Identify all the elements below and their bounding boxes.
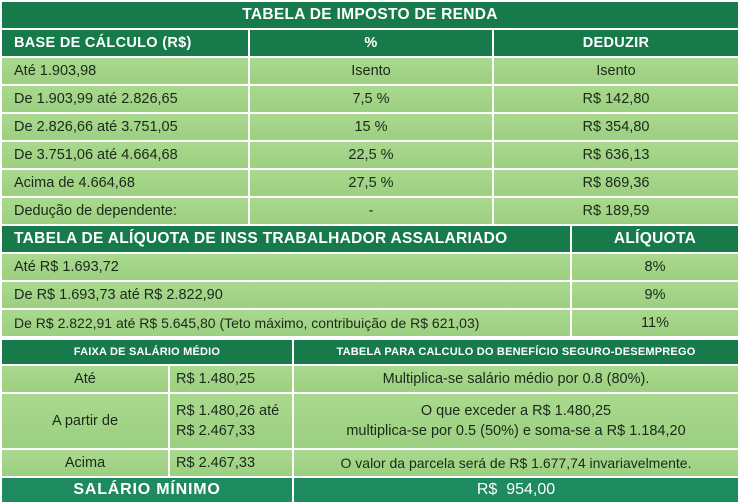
base-cell: Até 1.903,98	[2, 58, 248, 84]
deduct-cell: R$ 869,36	[494, 170, 738, 196]
benefit-calc-header: TABELA PARA CALCULO DO BENEFÍCIO SEGURO-DESEMPREGO	[294, 340, 738, 364]
percent-cell: 27,5 %	[250, 170, 492, 196]
table-row	[2, 310, 738, 336]
range-label-cell: Até	[2, 366, 168, 392]
table-row	[2, 254, 738, 280]
percent-cell: Isento	[250, 58, 492, 84]
base-cell: Dedução de dependente:	[2, 198, 248, 224]
salary-range-header: FAIXA DE SALÁRIO MÉDIO	[2, 340, 292, 364]
deduct-cell: Isento	[494, 58, 738, 84]
benefit-rule-cell: O valor da parcela será de R$ 1.677,74 invariavelmente.	[294, 450, 738, 476]
minimum-wage-label: SALÁRIO MÍNIMO	[2, 478, 292, 502]
inss-range-cell: Até R$ 1.693,72	[2, 254, 570, 280]
inss-rate-cell: 11%	[572, 310, 738, 336]
base-cell: De 2.826,66 até 3.751,05	[2, 114, 248, 140]
inss-rate-header: ALÍQUOTA	[572, 226, 738, 252]
inss-rate-cell: 8%	[572, 254, 738, 280]
percent-cell: 15 %	[250, 114, 492, 140]
range-label-cell: A partir de	[2, 394, 168, 448]
minimum-wage-value: R$ 954,00	[294, 478, 738, 502]
table-row	[2, 282, 738, 308]
income-tax-header-row	[2, 30, 738, 56]
benefit-rule-cell	[294, 394, 738, 448]
unemployment-insurance-table	[2, 340, 738, 476]
percent-cell: 7,5 %	[250, 86, 492, 112]
base-cell: De 3.751,06 até 4.664,68	[2, 142, 248, 168]
inss-rate-cell: 9%	[572, 282, 738, 308]
percent-cell: -	[250, 198, 492, 224]
minimum-wage-row	[2, 478, 738, 502]
table-row	[2, 58, 738, 84]
benefit-rule-cell: Multiplica-se salário médio por 0.8 (80%).	[294, 366, 738, 392]
header-percent: %	[250, 30, 492, 56]
range-value-line-2: R$ 2.467,33	[176, 423, 256, 439]
benefit-rule-line-1: O que exceder a R$ 1.480,25	[420, 403, 612, 419]
inss-table	[2, 226, 738, 336]
deduct-cell: R$ 636,13	[494, 142, 738, 168]
range-value-line-1: R$ 1.480,26 até	[176, 403, 280, 419]
income-tax-title: TABELA DE IMPOSTO DE RENDA	[2, 2, 738, 28]
range-value-cell: R$ 1.480,25	[170, 366, 292, 392]
table-row	[2, 366, 738, 392]
inss-range-cell: De R$ 1.693,73 até R$ 2.822,90	[2, 282, 570, 308]
table-row	[2, 170, 738, 196]
percent-cell: 22,5 %	[250, 142, 492, 168]
table-row	[2, 450, 738, 476]
base-cell: Acima de 4.664,68	[2, 170, 248, 196]
base-cell: De 1.903,99 até 2.826,65	[2, 86, 248, 112]
header-base-calculo: BASE DE CÁLCULO (R$)	[2, 30, 248, 56]
inss-title: TABELA DE ALÍQUOTA DE INSS TRABALHADOR ASSALARIADO	[2, 226, 570, 252]
header-deduzir: DEDUZIR	[494, 30, 738, 56]
table-row	[2, 394, 738, 448]
inss-range-cell: De R$ 2.822,91 até R$ 5.645,80 (Teto máximo, contribuição de R$ 621,03)	[2, 310, 570, 336]
minimum-wage-bar	[2, 478, 738, 502]
income-tax-title-row	[2, 2, 738, 28]
table-row	[2, 198, 738, 224]
range-label-cell: Acima	[2, 450, 168, 476]
deduct-cell: R$ 142,80	[494, 86, 738, 112]
seguro-header-row	[2, 340, 738, 364]
inss-header-row	[2, 226, 738, 252]
range-value-cell	[170, 394, 292, 448]
deduct-cell: R$ 189,59	[494, 198, 738, 224]
table-row	[2, 86, 738, 112]
income-tax-table	[2, 2, 738, 222]
table-row	[2, 142, 738, 168]
range-value-cell: R$ 2.467,33	[170, 450, 292, 476]
deduct-cell: R$ 354,80	[494, 114, 738, 140]
table-row	[2, 114, 738, 140]
benefit-rule-line-2: multiplica-se por 0.5 (50%) e soma-se a R$ 1.184,20	[346, 423, 686, 439]
